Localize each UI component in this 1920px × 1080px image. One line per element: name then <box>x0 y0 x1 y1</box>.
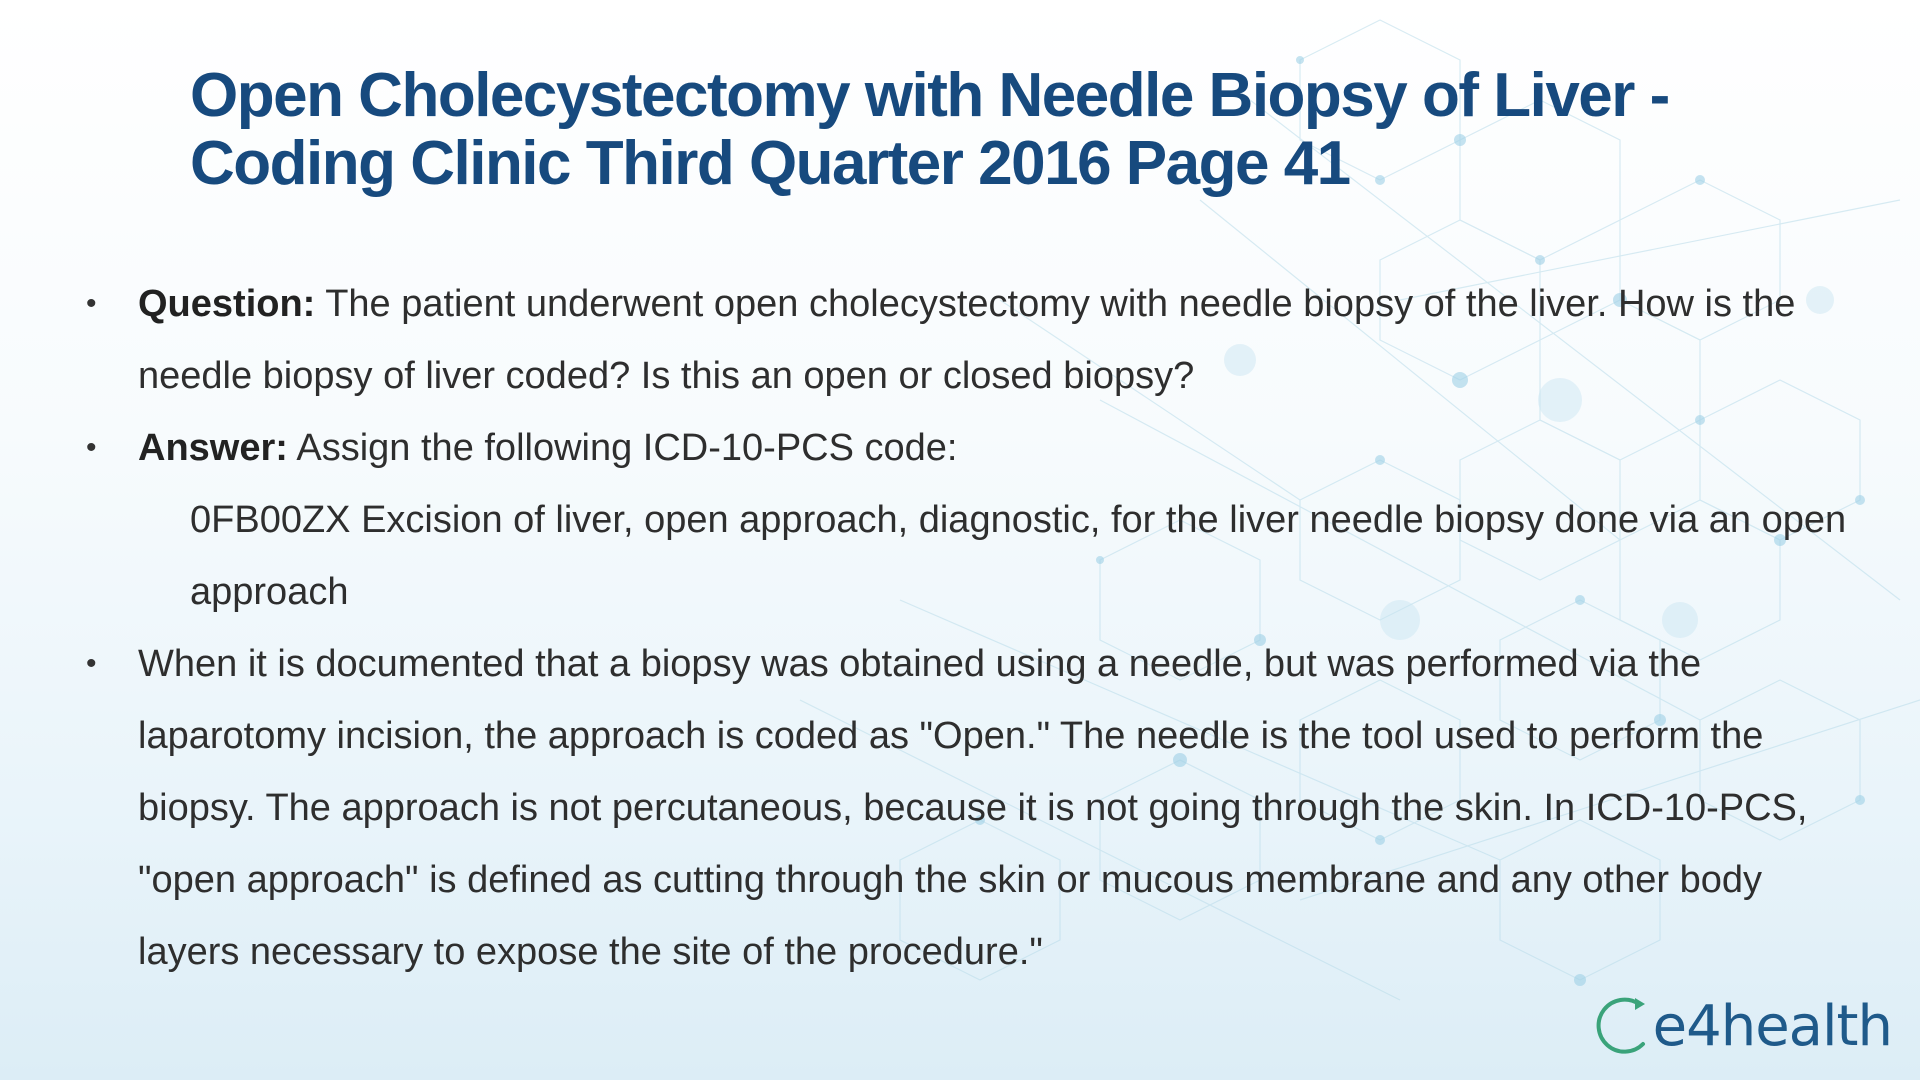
logo-text: e4health <box>1652 994 1892 1059</box>
answer-text: Assign the following ICD-10-PCS code: <box>287 427 958 469</box>
question-bullet <box>0 268 1838 412</box>
title-line-1: Open Cholecystectomy with Needle Biopsy of Liver - <box>190 61 1669 130</box>
answer-bullet <box>0 412 1838 484</box>
code-line: 0FB00ZX Excision of liver, open approach, diagnostic, for the liver needle biopsy done via an open approach <box>190 499 1847 613</box>
question-text: The patient underwent open cholecystectomy with needle biopsy of the liver. How is the needle biopsy of liver coded? Is this an open or closed biopsy? <box>138 283 1796 397</box>
page-title <box>190 62 1790 198</box>
bullet-icon: • <box>86 287 97 320</box>
bullet-icon: • <box>86 431 97 464</box>
bullet-icon: • <box>86 647 97 680</box>
explanation-text: When it is documented that a biopsy was obtained using a needle, but was performed via the laparotomy incision, the approach is coded as "Open." The needle is the tool used to perform the biopsy. The approach is not percutaneous, because it is not going through the skin. In ICD-10-PCS, "open approach" is defined as cutting through the skin or mucous membrane and any other body layers necessary to expose the site of the procedure." <box>138 643 1808 973</box>
title-line-2: Coding Clinic Third Quarter 2016 Page 41 <box>190 129 1350 198</box>
explanation-bullet <box>0 628 1838 988</box>
question-label: Question: <box>138 283 316 325</box>
slide-body <box>0 268 1920 988</box>
e4health-logo <box>1593 992 1892 1062</box>
e4health-logo-icon <box>1593 992 1653 1062</box>
answer-label: Answer: <box>138 427 288 469</box>
